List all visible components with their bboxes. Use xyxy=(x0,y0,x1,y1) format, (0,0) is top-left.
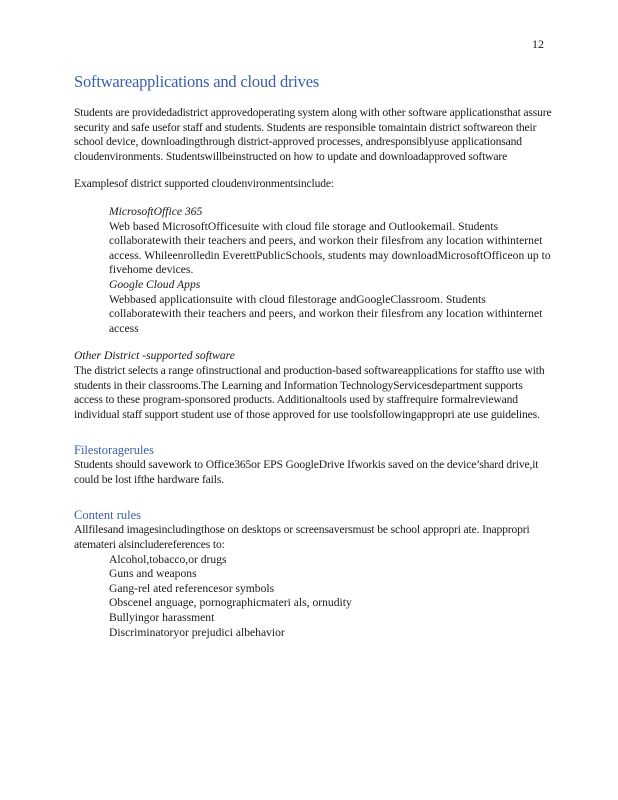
other-software-label: Other District -supported software xyxy=(74,349,235,363)
list-item xyxy=(74,596,554,611)
content-rules-paragraph: Allfilesand imagesincludingthose on desktops or screensaversmust be school appropri ate. Inappropri atemateri alsincludereferences to: xyxy=(74,523,530,552)
rule-text: Discriminatoryor prejudici albehavior xyxy=(109,625,285,639)
environment-description: Web based MicrosoftOfficesuite with cloud file storage and Outlookemail. Students collaboratewith their teachers and peers, and workon their filesfrom any location withinternet access. Whileenrolledin EverettPublicSchools, students may downloadMicrosoftOfficeon up to fivehome devices. xyxy=(109,219,551,277)
list-item xyxy=(74,553,554,568)
rule-text: Bullyingor harassment xyxy=(109,611,215,625)
list-item xyxy=(74,611,554,626)
environment-name: Google Cloud Apps xyxy=(109,277,201,291)
rule-text: Gang-rel ated referencesor symbols xyxy=(109,581,275,595)
environment-description: Webbased applicationsuite with cloud filestorage andGoogleClassroom. Students collaboratewith their teachers and peers, and workon their filesfrom any location withinternet access xyxy=(109,292,543,335)
file-storage-title: Filestoragerules xyxy=(74,443,154,458)
content-rules-title: Content rules xyxy=(74,508,142,523)
rule-text: Obscenel anguage, pornographicmateri als, ornudity xyxy=(109,596,352,610)
section-title: Softwareapplications and cloud drives xyxy=(74,72,320,91)
content-rules-list xyxy=(74,553,554,641)
environment-list xyxy=(74,205,554,336)
list-item xyxy=(74,205,554,278)
rule-text: Alcohol,tobacco,or drugs xyxy=(109,552,227,566)
list-item xyxy=(74,278,554,336)
list-item xyxy=(74,626,554,641)
examples-intro: Examplesof district supported cloudenvironmentsinclude: xyxy=(74,177,334,191)
intro-paragraph: Students are providedadistrict approvedoperating system along with other software applicationsthat assure security and safe usefor staff and students. Students are responsible tomaintain district softwareon their school device, downloadingthrough district-approved processes, andresponsiblyuse applicationsand cloudenvironments. Studentswillbeinstructed on how to update and downloadapproved software xyxy=(74,106,552,163)
file-storage-paragraph: Students should savework to Office365or EPS GoogleDrive Ifworkis saved on the device’shard drive,it could be lost ifthe hardware fails. xyxy=(74,458,539,486)
page-number: 12 xyxy=(532,37,544,51)
other-software-paragraph: The district selects a range ofinstructional and production-based softwareapplications for staffto use with students in their classrooms.The Learning and Information TechnologyServicesdepartment supports access to these program-sponsored products. Additionaltools used by staffrequire formalreviewand individual staff support student use of those approved for use toolsfollowingappropri ate use guidelines. xyxy=(74,363,545,421)
environment-name: MicrosoftOffice 365 xyxy=(109,204,203,218)
rule-text: Guns and weapons xyxy=(109,567,197,581)
page-content xyxy=(74,72,554,640)
list-item xyxy=(74,582,554,597)
list-item xyxy=(74,567,554,582)
